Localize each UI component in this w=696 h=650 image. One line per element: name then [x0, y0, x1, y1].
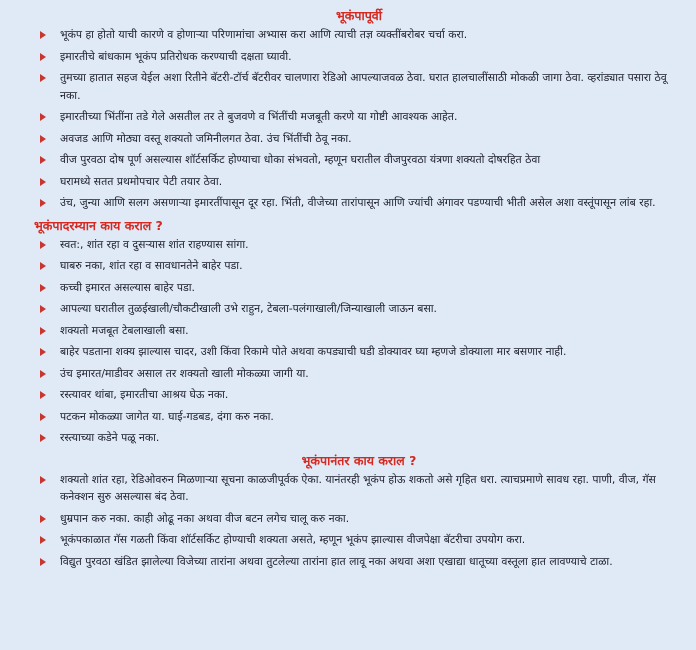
triangle-bullet-icon [40, 113, 46, 121]
list-item-text: इमारतीचे बांधकाम भूकंप प्रतिरोधक करण्याची दक्षता घ्यावी. [60, 49, 292, 63]
list-item-text: भूकंपकाळात गॅस गळती किंवा शॉर्टसर्किट होण्याची शक्यता असते, म्हणून भूकंप झाल्यास वीजपेक्षा बॅटरीचा उपयोग करा. [60, 533, 526, 546]
list-item [36, 173, 682, 191]
list-item [36, 26, 682, 44]
triangle-bullet-icon [40, 327, 46, 335]
list-item [36, 553, 682, 571]
list-item [36, 429, 682, 447]
triangle-bullet-icon [40, 370, 46, 378]
list-item-text: अवजड आणि मोठ्या वस्तू शक्यतो जमिनीलगत ठेवा. उंच भिंतींची ठेवू नका. [60, 131, 352, 145]
list-item-text: आपल्या घरातील तुळईखाली/चौकटीखाली उभे राहुन, टेबला-पलंगाखाली/जिन्याखाली जाऊन बसा. [60, 302, 437, 315]
triangle-bullet-icon [40, 53, 46, 61]
list-item [36, 130, 682, 148]
triangle-bullet-icon [40, 536, 46, 544]
triangle-bullet-icon [40, 348, 46, 356]
list-item-text: पटकन मोकळ्या जागेत या. घाई-गडबड, दंगा करु नका. [60, 409, 274, 423]
list-item [36, 531, 682, 549]
triangle-bullet-icon [40, 156, 46, 164]
list-item-text: शक्यतो मजबूत टेबलाखाली बसा. [60, 323, 189, 337]
list-item [36, 322, 682, 340]
list-item-text: वीज पुरवठा दोष पूर्ण असल्यास शॉर्टसर्किट होण्याचा धोका संभवतो, म्हणून घरातील वीजपुरवठा यंत्रणा शक्यतो दोषरहित ठेवा [60, 153, 541, 166]
triangle-bullet-icon [40, 558, 46, 566]
list-item [36, 471, 682, 506]
list-item-text: तुमच्या हातात सहज येईल अशा रितीने बॅटरी-टॉर्च बॅटरीवर चालणारा रेडिओ आपल्याजवळ ठेवा. घरात हालचालींसाठी मोकळी जागा ठेवा. व्हरांड्यात पसारा ठेवू नका. [60, 71, 667, 102]
list-item-text: उंच इमारत/माडीवर असाल तर शक्यतो खाली मोकळ्या जागी या. [60, 366, 309, 380]
list-item-text: शक्यतो शांत रहा, रेडिओवरुन मिळणाऱ्या सूचना काळजीपूर्वक ऐका. यानंतरही भूकंप होऊ शकतो असे गृहित धरा. त्याचप्रमाणे सावध रहा. पाणी, वीज, गॅस कनेक्शन सुरु असल्यास बंद ठेवा. [60, 472, 656, 503]
triangle-bullet-icon [40, 241, 46, 249]
triangle-bullet-icon [40, 262, 46, 270]
triangle-bullet-icon [40, 476, 46, 484]
list-item-text: विद्युत पुरवठा खंडित झालेल्या विजेच्या तारांना अथवा तुटलेल्या तारांना हात लावू नका अथवा अशा एखाद्या धातूच्या वस्तूला हात लावण्याचे टाळा. [60, 554, 613, 568]
list-item [36, 343, 682, 361]
triangle-bullet-icon [40, 135, 46, 143]
list-item-text: रस्त्याच्या कडेने पळू नका. [60, 431, 160, 444]
list-item [36, 257, 682, 275]
list-item [36, 386, 682, 404]
triangle-bullet-icon [40, 178, 46, 186]
list-item [36, 69, 682, 104]
triangle-bullet-icon [40, 515, 46, 523]
list-item [36, 300, 682, 318]
section-title-before-earthquake: भूकंपापूर्वी [335, 8, 382, 23]
during-earthquake-list [36, 236, 682, 447]
list-item-text: इमारतीच्या भिंतींना तडे गेले असतील तर ते बुजवणे व भिंतींची मजबूती करणे या गोष्टी आवश्यक आहेत. [60, 110, 458, 123]
list-item [36, 365, 682, 383]
list-item [36, 408, 682, 426]
triangle-bullet-icon [40, 305, 46, 313]
list-item-text: बाहेर पडताना शक्य झाल्यास चादर, उशी किंवा रिकामे पोते अथवा कपड्याची घडी डोक्यावर घ्या म्हणजे डोक्याला मार बसणार नाही. [60, 345, 567, 358]
list-item [36, 510, 682, 528]
list-item-text: उंच, जुन्या आणि सलग असणाऱ्या इमारतींपासून दूर रहा. भिंती, वीजेच्या तारांपासून आणि ज्यांची अंगावर पडण्याची भीती असेल अशा वस्तूंपासून लांब रहा. [60, 196, 656, 209]
triangle-bullet-icon [40, 284, 46, 292]
list-item [36, 194, 682, 212]
list-item [36, 279, 682, 297]
list-item-text: घरामध्ये सतत प्रथमोपचार पेटी तयार ठेवा. [60, 174, 223, 188]
triangle-bullet-icon [40, 199, 46, 207]
list-item-text: रस्त्यावर थांबा, इमारतीचा आश्रय घेऊ नका. [60, 388, 229, 401]
list-item-text: कच्ची इमारत असल्यास बाहेर पडा. [60, 280, 195, 294]
list-item [36, 236, 682, 254]
triangle-bullet-icon [40, 31, 46, 39]
before-earthquake-list [36, 26, 682, 212]
section-title-during-earthquake: भूकंपादरम्यान काय कराल ? [34, 217, 163, 233]
after-earthquake-list [36, 471, 682, 571]
triangle-bullet-icon [40, 413, 46, 421]
triangle-bullet-icon [40, 434, 46, 442]
list-item-text: धुम्रपान करु नका. काही ओढू नका अथवा वीज बटन लगेच चालू करु नका. [60, 511, 350, 525]
list-item-text: भूकंप हा होतो याची कारणे व होणाऱ्या परिणामांचा अभ्यास करा आणि त्याची तज्ञ व्यक्तींबरोबर चर्चा करा. [60, 28, 468, 41]
section-title-after-earthquake: भूकंपानंतर काय कराल ? [301, 452, 417, 468]
list-item-text: घाबरु नका, शांत रहा व सावधानतेने बाहेर पडा. [60, 259, 243, 272]
list-item [36, 151, 682, 169]
triangle-bullet-icon [40, 74, 46, 82]
triangle-bullet-icon [40, 391, 46, 399]
list-item [36, 108, 682, 126]
list-item [36, 48, 682, 66]
list-item-text: स्वत:, शांत रहा व दुसऱ्यास शांत राहण्यास सांगा. [60, 237, 249, 251]
